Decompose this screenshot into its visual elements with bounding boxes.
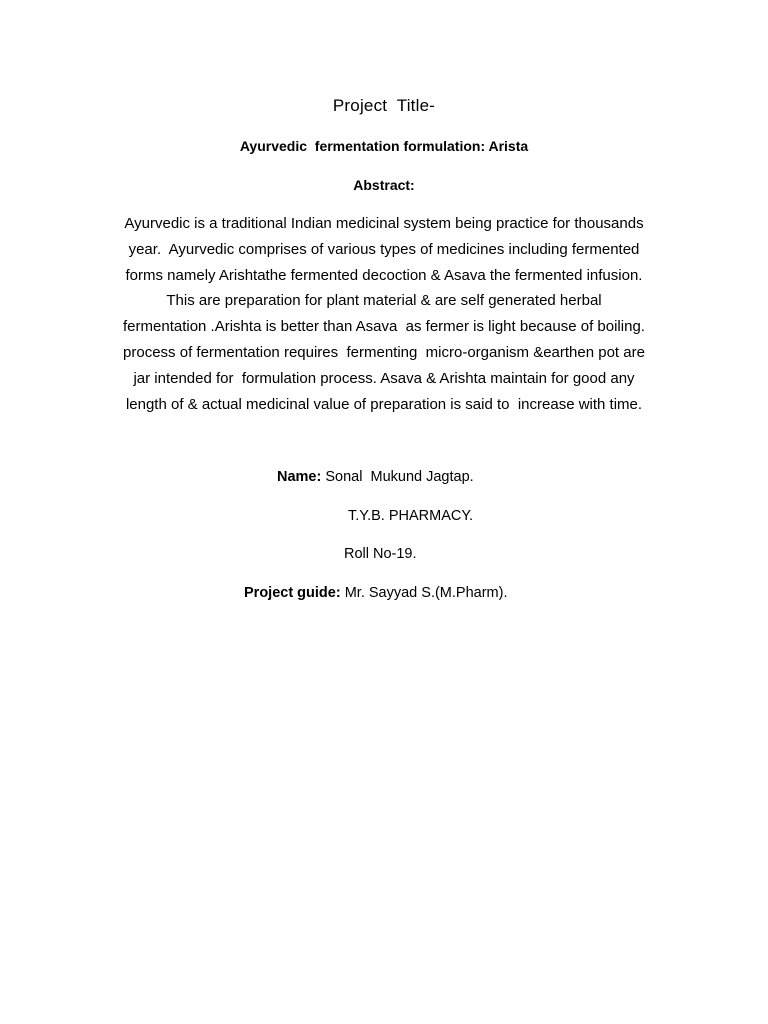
abstract-line: This are preparation for plant material & are self generated herbal: [166, 292, 602, 310]
abstract-heading: Abstract:: [353, 177, 415, 193]
abstract-line: jar intended for formulation process. Asava & Arishta maintain for good any: [133, 369, 635, 387]
abstract-line: length of & actual medicinal value of preparation is said to increase with time.: [125, 395, 643, 413]
abstract-line: process of fermentation requires fermenting micro-organism &earthen pot are: [123, 343, 645, 361]
abstract-line: Ayurvedic is a traditional Indian medicinal system being practice for thousands: [124, 215, 644, 232]
project-guide: [244, 586, 507, 601]
roll-number: Roll No-19.: [344, 546, 417, 562]
project-subtitle: Ayurvedic fermentation formulation: Arista: [239, 138, 529, 154]
name-label: Name:: [277, 469, 322, 485]
guide-label: Project guide:: [244, 585, 341, 601]
abstract-line: forms namely Arishtathe fermented decoction & Asava the fermented infusion.: [125, 266, 643, 284]
abstract-paragraph: [84, 211, 684, 417]
abstract-line: fermentation .Arishta is better than Asava as fermer is light because of boiling.: [123, 318, 645, 336]
student-class: T.Y.B. PHARMACY.: [348, 508, 474, 524]
student-name: [277, 470, 474, 485]
project-title: Project Title-: [332, 96, 436, 115]
guide-value: Mr. Sayyad S.(M.Pharm).: [340, 585, 508, 601]
abstract-line: year. Ayurvedic comprises of various types of medicines including fermented: [128, 240, 640, 258]
name-value: Sonal Mukund Jagtap.: [321, 469, 474, 485]
